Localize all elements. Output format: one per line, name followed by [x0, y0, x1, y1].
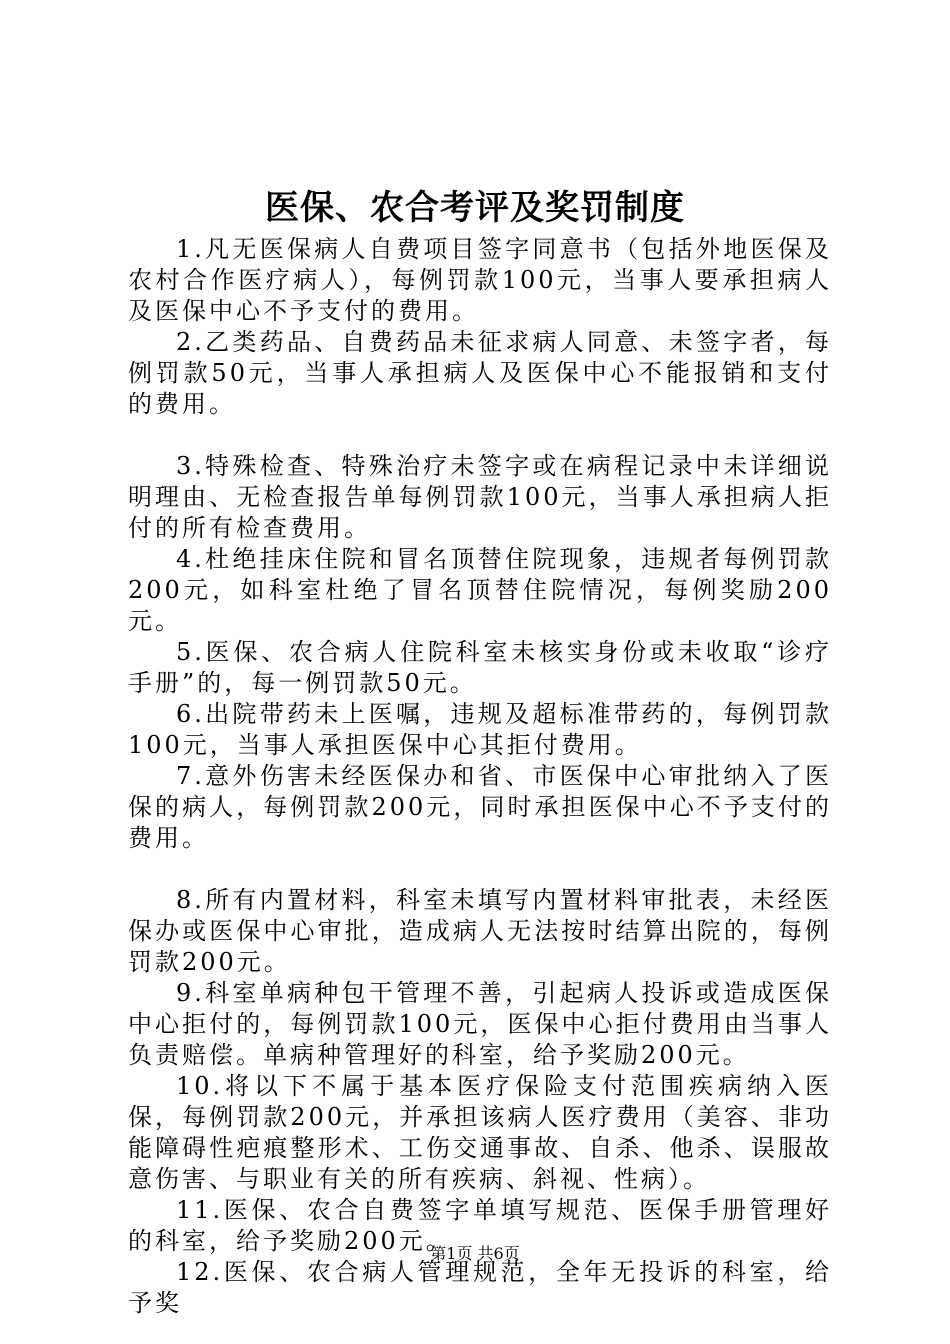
page-number-footer: 第1页 共6页 — [430, 1244, 520, 1263]
paragraph-12: 12.医保、农合病人管理规范，全年无投诉的科室，给予奖 — [128, 1258, 832, 1317]
paragraph-3: 3.特殊检查、特殊治疗未签字或在病程记录中未详细说明理由、无检查报告单每例罚款100元，当事人承担病人拒付的所有检查费用。 — [128, 452, 832, 542]
paragraph-9: 9.科室单病种包干管理不善，引起病人投诉或造成医保中心拒付的，每例罚款100元，医保中心拒付费用由当事人负责赔偿。单病种管理好的科室，给予奖励200元。 — [128, 979, 832, 1069]
document-title: 医保、农合考评及奖罚制度 — [265, 188, 685, 228]
paragraph-spacer — [128, 854, 832, 885]
paragraph-11: 11.医保、农合自费签字单填写规范、医保手册管理好的科室，给予奖励200元。 — [128, 1196, 832, 1255]
paragraph-spacer — [128, 420, 832, 451]
paragraph-7: 7.意外伤害未经医保办和省、市医保中心审批纳入了医保的病人，每例罚款200元，同时承担医保中心不予支付的费用。 — [128, 762, 832, 852]
paragraph-8: 8.所有内置材料，科室未填写内置材料审批表，未经医保办或医保中心审批，造成病人无法按时结算出院的，每例罚款200元。 — [128, 886, 832, 976]
document-body — [128, 234, 832, 1319]
paragraph-2: 2.乙类药品、自费药品未征求病人同意、未签字者，每例罚款50元，当事人承担病人及医保中心不能报销和支付的费用。 — [128, 328, 832, 418]
paragraph-4: 4.杜绝挂床住院和冒名顶替住院现象，违规者每例罚款200元，如科室杜绝了冒名顶替住院情况，每例奖励200元。 — [128, 545, 832, 635]
paragraph-1: 1.凡无医保病人自费项目签字同意书（包括外地医保及农村合作医疗病人），每例罚款100元，当事人要承担病人及医保中心不予支付的费用。 — [128, 235, 832, 325]
paragraph-5: 5.医保、农合病人住院科室未核实身份或未收取“诊疗手册”的，每一例罚款50元。 — [128, 638, 832, 697]
paragraph-6: 6.出院带药未上医嘱，违规及超标准带药的，每例罚款100元，当事人承担医保中心其拒付费用。 — [128, 700, 832, 759]
paragraph-10: 10.将以下不属于基本医疗保险支付范围疾病纳入医保，每例罚款200元，并承担该病人医疗费用（美容、非功能障碍性疤痕整形术、工伤交通事故、自杀、他杀、误服故意伤害、与职业有关的所有疾病、斜视、性病）。 — [128, 1072, 832, 1193]
